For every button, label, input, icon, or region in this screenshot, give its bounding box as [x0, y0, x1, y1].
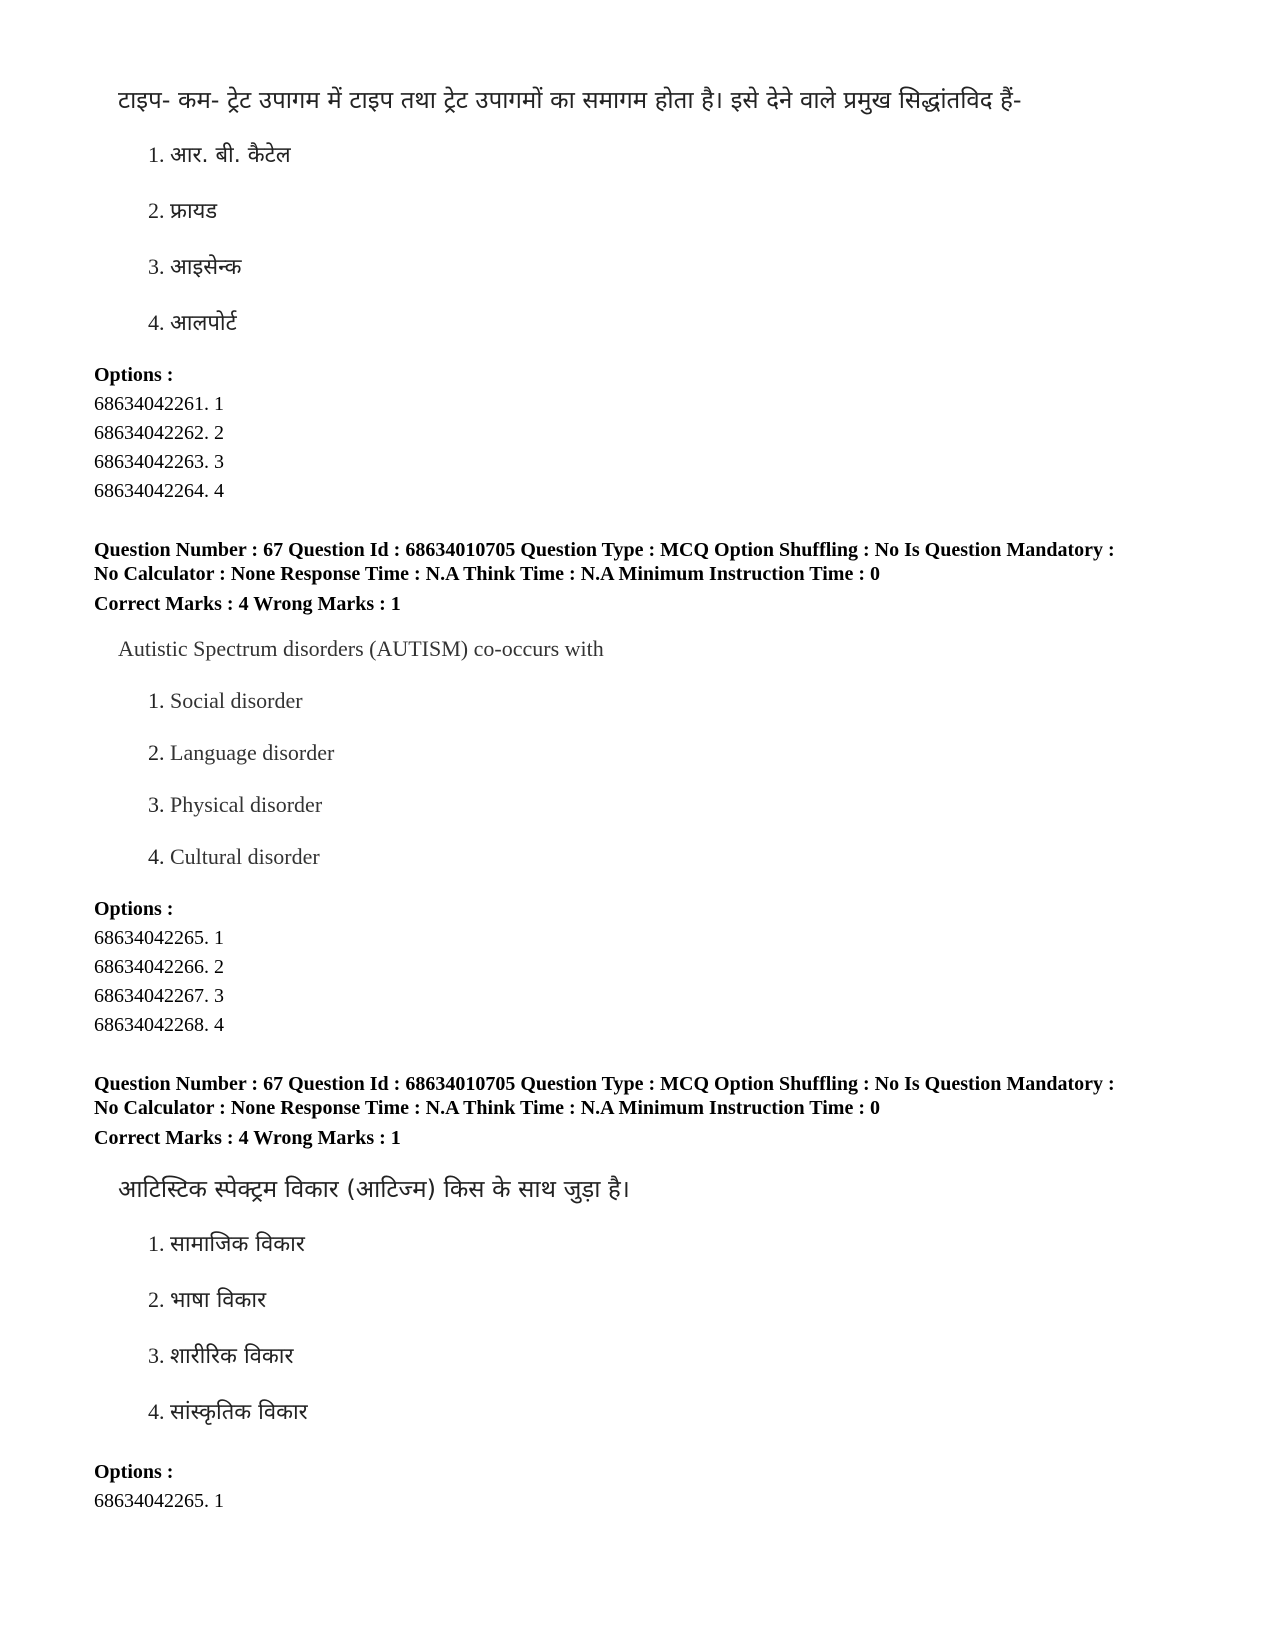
question-meta-line: No Calculator : None Response Time : N.A Think Time : N.A Minimum Instruction Time : 0	[94, 1097, 880, 1119]
question-stem: आटिस्टिक स्पेक्ट्रम विकार (आटिज्म) किस के साथ जुड़ा है।	[118, 1175, 630, 1203]
question-item: 2. फ्रायड	[148, 198, 218, 224]
options-list	[94, 1458, 224, 1516]
question-item: 4. Cultural disorder	[148, 844, 320, 869]
marks-line: Correct Marks : 4 Wrong Marks : 1	[94, 1127, 401, 1149]
question-item: 3. आइसेन्क	[148, 254, 242, 280]
question-stem: टाइप- कम- ट्रेट उपागम में टाइप तथा ट्रेट उपागमों का समागम होता है। इसे देने वाले प्रमुख सिद्धांतविद हैं-	[118, 86, 1022, 114]
options-label: Options :	[94, 1461, 174, 1483]
question-meta-line: Question Number : 67 Question Id : 68634010705 Question Type : MCQ Option Shuffling : No Is Question Mandatory :	[94, 539, 1115, 561]
options-label: Options :	[94, 898, 174, 920]
question-meta-line: Question Number : 67 Question Id : 68634010705 Question Type : MCQ Option Shuffling : No Is Question Mandatory :	[94, 1073, 1115, 1095]
question-meta	[94, 1072, 1115, 1150]
question-image-hindi-autism	[118, 1175, 630, 1425]
question-image-english-autism	[118, 636, 604, 869]
question-item: 1. आर. बी. कैटेल	[148, 142, 291, 168]
option-row: 68634042261. 1	[94, 393, 224, 415]
question-meta-line: No Calculator : None Response Time : N.A Think Time : N.A Minimum Instruction Time : 0	[94, 563, 880, 585]
marks-line: Correct Marks : 4 Wrong Marks : 1	[94, 593, 401, 615]
options-label: Options :	[94, 364, 174, 386]
question-item: 1. Social disorder	[148, 688, 303, 713]
options-list	[94, 361, 224, 506]
option-row: 68634042268. 4	[94, 1014, 224, 1036]
question-item: 4. सांस्कृतिक विकार	[148, 1399, 308, 1425]
options-list	[94, 895, 224, 1040]
option-row: 68634042265. 1	[94, 1490, 224, 1512]
option-row: 68634042265. 1	[94, 927, 224, 949]
option-row: 68634042263. 3	[94, 451, 224, 473]
question-item: 3. शारीरिक विकार	[148, 1343, 294, 1369]
question-stem: Autistic Spectrum disorders (AUTISM) co-occurs with	[118, 636, 604, 661]
question-item: 2. Language disorder	[148, 740, 335, 765]
option-row: 68634042266. 2	[94, 956, 224, 978]
question-item: 4. आलपोर्ट	[148, 310, 237, 336]
question-item: 3. Physical disorder	[148, 792, 323, 817]
question-image-hindi-theorists	[118, 86, 1022, 336]
option-row: 68634042262. 2	[94, 422, 224, 444]
option-row: 68634042264. 4	[94, 480, 224, 502]
option-row: 68634042267. 3	[94, 985, 224, 1007]
question-meta	[94, 538, 1115, 616]
question-item: 1. सामाजिक विकार	[148, 1231, 305, 1257]
question-item: 2. भाषा विकार	[148, 1287, 267, 1313]
